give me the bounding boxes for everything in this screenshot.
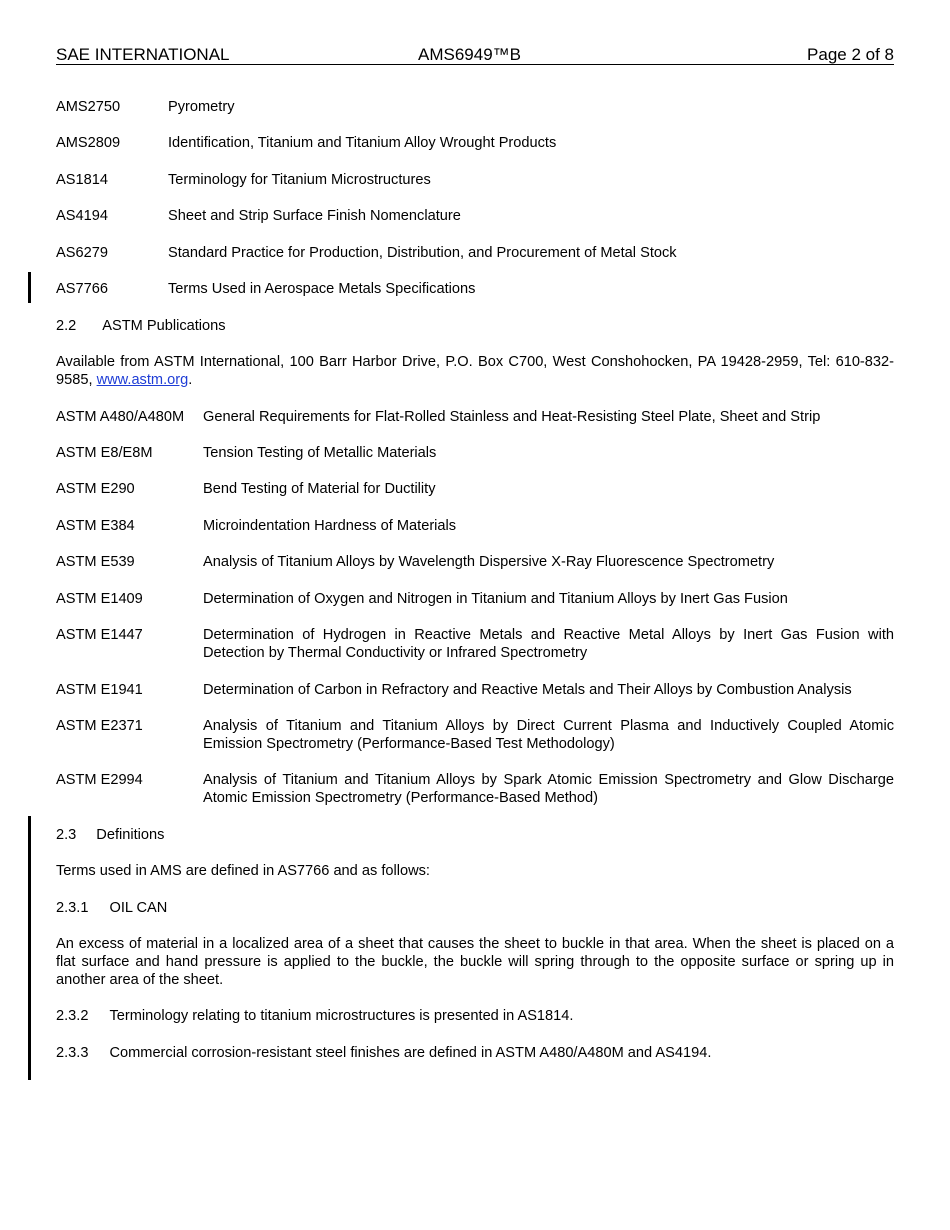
subsection-number: 2.3.3: [56, 1045, 89, 1061]
reference-code: ASTM E290: [56, 481, 135, 497]
reference-title: Determination of Carbon in Refractory and Reactive Metals and Their Alloys by Combustion Analysis: [203, 682, 852, 698]
definition-item-2-3-3: [56, 1044, 711, 1062]
section-heading-astm: [56, 317, 226, 335]
astm-availability-paragraph: Available from ASTM International, 100 Barr Harbor Drive, P.O. Box C700, West Conshohocken, PA 19428-2959, Tel: 610-832-9585, www.astm.org.: [56, 354, 894, 388]
reference-code: AS4194: [56, 208, 108, 224]
reference-title: Terms Used in Aerospace Metals Specifications: [168, 281, 476, 297]
reference-code: ASTM A480/A480M: [56, 409, 185, 425]
subsection-heading-oil-can: [56, 899, 167, 917]
reference-code: ASTM E1409: [56, 591, 143, 607]
reference-code: AS7766: [56, 281, 108, 297]
reference-code: ASTM E2994: [56, 772, 143, 788]
reference-code: ASTM E1941: [56, 682, 143, 698]
section-title: Definitions: [96, 827, 165, 843]
page-header: [56, 44, 894, 65]
reference-title: Determination of Hydrogen in Reactive Metals and Reactive Metal Alloys by Inert Gas Fusion with Detection by Thermal Conductivity or Infrared Spectrometry: [203, 627, 894, 661]
reference-code: ASTM E8/E8M: [56, 445, 153, 461]
reference-title: Microindentation Hardness of Materials: [203, 518, 457, 534]
section-number: 2.3: [56, 827, 77, 843]
reference-title: Identification, Titanium and Titanium Alloy Wrought Products: [168, 135, 557, 151]
revision-change-bar: [28, 272, 31, 303]
definitions-intro: Terms used in AMS are defined in AS7766 and as follows:: [56, 863, 430, 879]
reference-title: Analysis of Titanium and Titanium Alloys by Direct Current Plasma and Inductively Coupled Atomic Emission Spectrometry (Performance-Based Test Methodology): [203, 718, 894, 752]
subsection-number: 2.3.1: [56, 900, 89, 916]
reference-code: ASTM E1447: [56, 627, 143, 643]
revision-change-bar: [28, 816, 31, 1080]
header-document-number: AMS6949™B: [418, 45, 521, 64]
reference-code: AMS2750: [56, 99, 121, 115]
reference-title: Standard Practice for Production, Distribution, and Procurement of Metal Stock: [168, 245, 677, 261]
reference-code: AS1814: [56, 172, 108, 188]
reference-code: ASTM E2371: [56, 718, 143, 734]
reference-code: AS6279: [56, 245, 108, 261]
reference-code: ASTM E384: [56, 518, 135, 534]
reference-title: Analysis of Titanium Alloys by Wavelength Dispersive X-Ray Fluorescence Spectrometry: [203, 554, 775, 570]
subsection-term: OIL CAN: [109, 900, 168, 916]
reference-code: ASTM E539: [56, 554, 135, 570]
reference-title: Sheet and Strip Surface Finish Nomenclature: [168, 208, 461, 224]
reference-title: Terminology for Titanium Microstructures: [168, 172, 431, 188]
reference-code: AMS2809: [56, 135, 121, 151]
section-number: 2.2: [56, 318, 77, 334]
section-heading-definitions: [56, 826, 164, 844]
reference-title: Tension Testing of Metallic Materials: [203, 445, 437, 461]
astm-website-link[interactable]: www.astm.org: [96, 372, 189, 388]
definition-text: Terminology relating to titanium microstructures is presented in AS1814.: [109, 1008, 574, 1024]
header-page-number: Page 2 of 8: [807, 45, 894, 64]
reference-title: Bend Testing of Material for Ductility: [203, 481, 436, 497]
section-title: ASTM Publications: [102, 318, 226, 334]
oil-can-definition: An excess of material in a localized area of a sheet that causes the sheet to buckle in that area. When the sheet is placed on a flat surface and hand pressure is applied to the buckle, the buckle will spring through to the opposite surface or spring up in another area of the sheet.: [56, 936, 894, 988]
reference-title: Determination of Oxygen and Nitrogen in Titanium and Titanium Alloys by Inert Gas Fusion: [203, 591, 788, 607]
reference-title: Analysis of Titanium and Titanium Alloys by Spark Atomic Emission Spectrometry and Glow Discharge Atomic Emission Spectrometry (Performance-Based Method): [203, 772, 894, 806]
header-organization: SAE INTERNATIONAL: [56, 45, 230, 64]
reference-title: Pyrometry: [168, 99, 235, 115]
definition-text: Commercial corrosion-resistant steel finishes are defined in ASTM A480/A480M and AS4194.: [109, 1045, 712, 1061]
definition-item-2-3-2: [56, 1007, 573, 1025]
subsection-number: 2.3.2: [56, 1008, 89, 1024]
reference-title: General Requirements for Flat-Rolled Stainless and Heat-Resisting Steel Plate, Sheet and Strip: [203, 409, 821, 425]
